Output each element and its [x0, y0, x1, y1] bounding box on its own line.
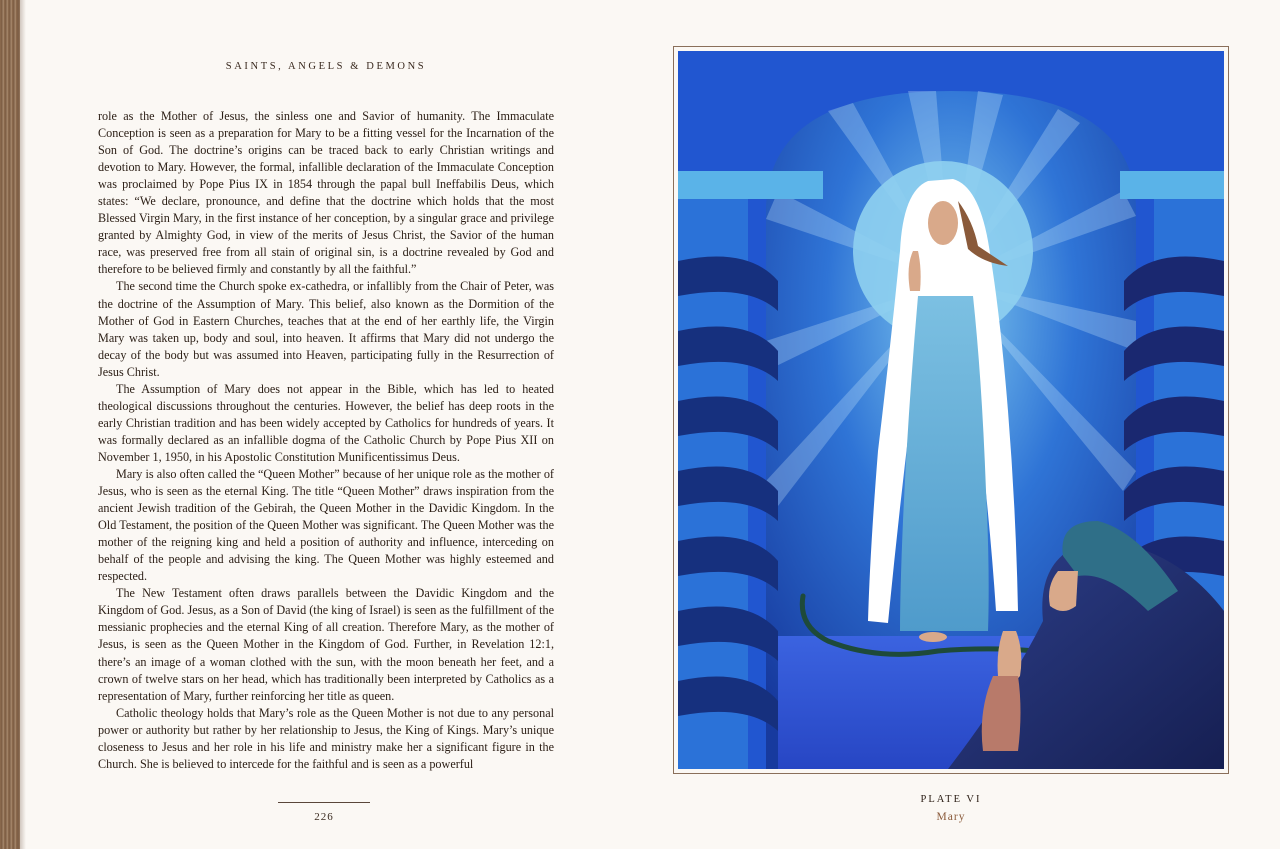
right-capital — [1120, 171, 1224, 199]
plate-caption: Mary — [936, 811, 966, 823]
running-head: SAINTS, ANGELS & DEMONS — [225, 61, 427, 72]
folio-rule — [278, 802, 370, 803]
plate-label: PLATE VI — [920, 794, 982, 805]
book-binding-edge — [0, 0, 20, 849]
paragraph: Catholic theology holds that Mary’s role as the Queen Mother is not due to any personal power or authority but rather by her relationship to Jesus, the King of Kings. Mary’s unique closeness to Jesus and her role in his life and ministry make her a significant figure in the Church. She is believed to intercede for the faithful and is seen as a powerful — [98, 705, 554, 771]
paragraph: The New Testament often draws parallels between the Davidic Kingdom and the Kingdom of God. Jesus, as a Son of David (the king of Israel) is seen as the fulfillment of the messianic prophecies and the eternal King of all creation. Therefore Mary, as the mother of Jesus, is seen as the Queen Mother in the Kingdom of God. Further, in Revelation 12:1, there’s an image of a woman clothed with the sun, with the moon beneath her feet, and a crown of twelve stars on her head, which has traditionally been interpreted by Catholics as a representation of Mary, further reinforcing her title as queen. — [98, 586, 554, 703]
page-number: 226 — [314, 811, 334, 823]
paragraph: Mary is also often called the “Queen Mother” because of her unique role as the mother of Jesus, who is seen as the eternal King. The title “Queen Mother” draws inspiration from the ancient Jewish tradition of the Gebirah, the Queen Mother in the Davidic Kingdom. In the Old Testament, the position of the Queen Mother was significant. The Queen Mother was the mother of the reigning king and held a position of authority and influence, interceding on behalf of the people and advising the king. The Queen Mother was highly esteemed and respected. — [98, 466, 554, 584]
body-text — [98, 108, 554, 773]
praying-hands — [998, 631, 1022, 684]
paragraph: role as the Mother of Jesus, the sinless one and Savior of humanity. The Immaculate Conception is seen as a preparation for Mary to be a fitting vessel for the Incarnation of the Son of God. The doctrine’s origins can be traced back to early Christian writings and devotion to Mary. However, the formal, infallible declaration of the Immaculate Conception was proclaimed by Pope Pius IX in 1854 through the papal bull Ineffabilis Deus, which states: “We declare, pronounce, and define that the doctrine which holds that the most Blessed Virgin Mary, in the first instance of her conception, by a singular grace and privilege granted by Almighty God, in view of the merits of Jesus Christ, the Savior of the human race, was preserved free from all stain of original sin, is a doctrine revealed by God and therefore to be believed firmly and constantly by all the faithful.” — [98, 109, 554, 277]
plate-illustration — [678, 51, 1224, 769]
mary-feet — [919, 632, 947, 642]
paragraph: The second time the Church spoke ex-cathedra, or infallibly from the Chair of Peter, was the doctrine of the Assumption of Mary. This belief, also known as the Dormition of the Mother of God in Eastern Churches, teaches that at the end of her earthly life, the Virgin Mary was taken up, body and soul, into heaven. It affirms that Mary did not undergo the decay of the body but was assumed into Heaven, participating fully in the Resurrection of Jesus Christ. — [98, 279, 554, 379]
left-capital — [678, 171, 823, 199]
paragraph: The Assumption of Mary does not appear in the Bible, which has led to heated theological discussions throughout the centuries. However, the belief has deep roots in the early Christian tradition and has been widely accepted by Catholics for hundreds of years. It was formally declared as an infallible dogma of the Catholic Church by Pope Pius XII on November 1, 1950, in his Apostolic Constitution Munificentissimus Deus. — [98, 381, 554, 464]
mary-face — [928, 201, 958, 245]
